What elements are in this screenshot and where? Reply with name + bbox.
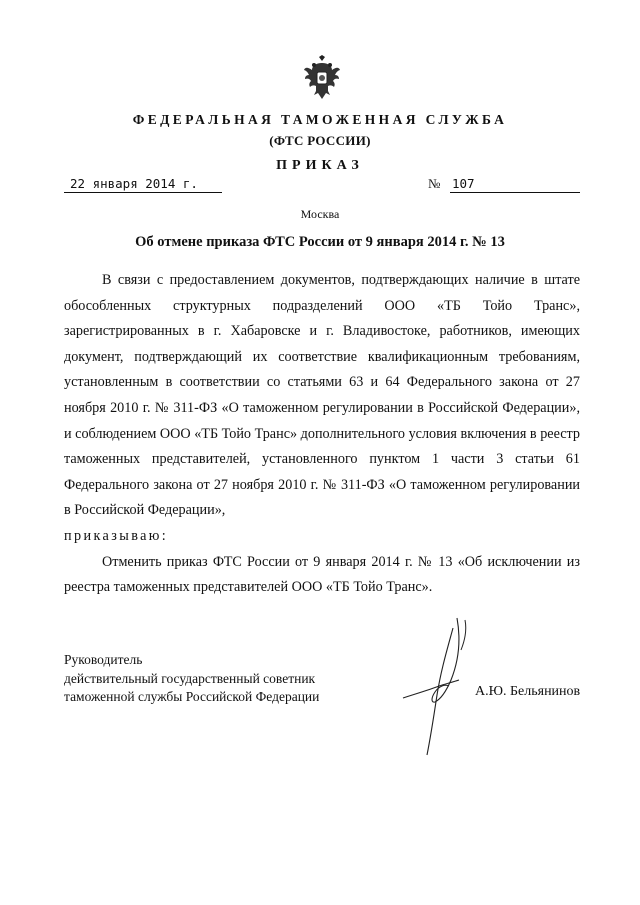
body-paragraph: В связи с предоставлением документов, подтверждающих наличие в штате обособленных структурных подразделений ООО «ТБ Тойо Транс», зарегистрированных в г. Хабаровске и г. Владивостоке, работников, имеющих документ, подтверждающий их соответствие квалификационным требованиям, установленным в соответствии со статьями 63 и 64 Федерального закона от 27 ноября 2010 г. № 311-ФЗ «О таможенном регулировании в Российской Федерации», и соблюдением ООО «ТБ Тойо Транс» дополнительного условия включения в реестр таможенных представителей, установленного пунктом 1 части 3 статьи 61 Федерального закона от 27 ноября 2010 г. № 311-ФЗ «О таможенном регулировании в Российской Федерации», — [64, 272, 580, 519]
position-line: действительный государственный советник — [64, 670, 316, 686]
position-line: Руководитель — [64, 652, 143, 667]
position-line: таможенной службы Российской Федерации — [64, 689, 320, 704]
document-number: 107 — [450, 176, 580, 193]
number-label: № — [428, 176, 441, 191]
organization-short-name: (ФТС РОССИИ) — [269, 133, 371, 148]
order-word: приказываю: — [64, 527, 169, 544]
document-title: Об отмене приказа ФТС России от 9 января 2014 г. № 13 — [135, 234, 505, 250]
document-date: 22 января 2014 г. — [64, 176, 222, 193]
organization-name: ФЕДЕРАЛЬНАЯ ТАМОЖЕННАЯ СЛУЖБА — [132, 112, 508, 127]
document-type: ПРИКАЗ — [276, 158, 364, 173]
document-body — [64, 268, 580, 601]
handwritten-signature — [395, 600, 495, 760]
city: Москва — [300, 207, 340, 221]
directive-paragraph: Отменить приказ ФТС России от 9 января 2014 г. № 13 «Об исключении из реестра таможенных представителей ООО «ТБ Тойо Транс». — [64, 553, 580, 596]
signatory-position — [64, 651, 319, 707]
double-headed-eagle-icon — [302, 55, 342, 101]
signatory-name: А.Ю. Бельянинов — [475, 684, 581, 699]
